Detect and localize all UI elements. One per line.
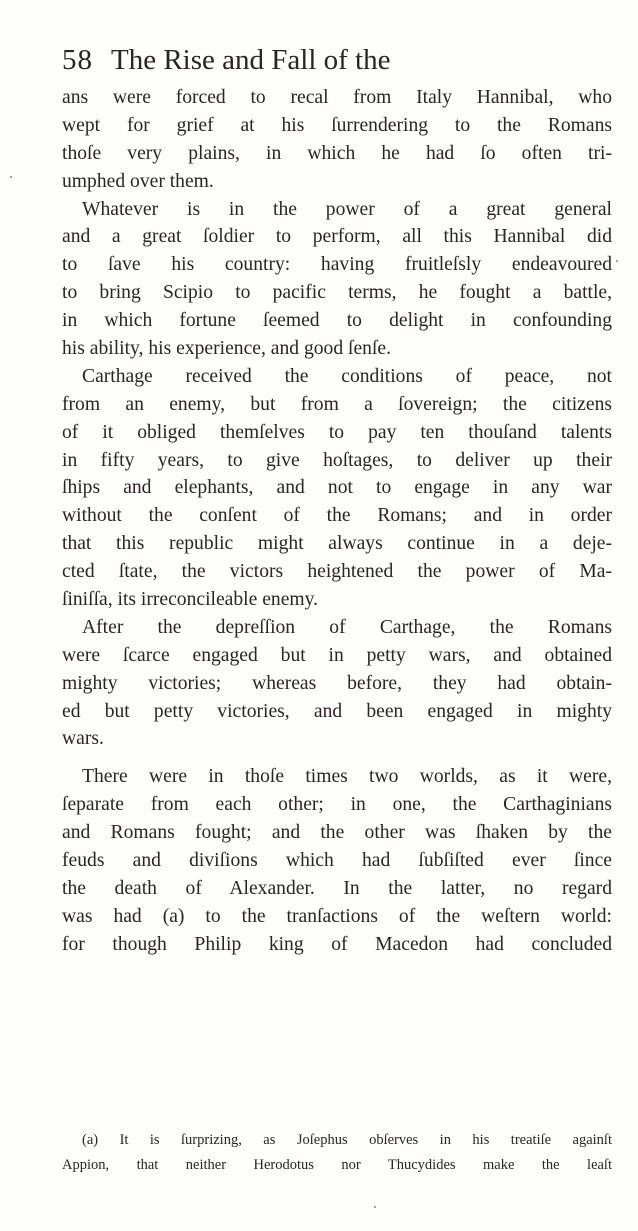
page-header — [62, 44, 582, 84]
paper-speck — [616, 260, 618, 262]
running-title: The Rise and Fall of the — [111, 44, 391, 76]
footnote — [62, 1128, 612, 1178]
text-line: was had (a) to the tranſactions of the weſtern world: — [62, 905, 612, 927]
text-line: in fifty years, to give hoſtages, to deliver up their — [62, 449, 612, 471]
text-line: wept for grief at his ſurrendering to the Romans — [62, 114, 612, 136]
text-line: Whatever is in the power of a great general — [82, 198, 612, 220]
text-line: to ſave his country: having fruitleſsly endeavoured — [62, 254, 612, 276]
text-line: ſeparate from each other; in one, the Carthaginians — [62, 794, 612, 816]
text-line: without the conſent of the Romans; and in order — [62, 505, 612, 527]
text-line: ſiniſſa, its irreconcileable enemy. — [62, 589, 319, 611]
paper-speck — [374, 1206, 376, 1208]
text-line: for though Philip king of Macedon had concluded — [62, 933, 612, 955]
text-line: ans were forced to recal from Italy Hannibal, who — [62, 87, 612, 108]
text-line: umphed over them. — [62, 170, 214, 192]
text-line: thoſe very plains, in which he had ſo often tri- — [62, 142, 612, 164]
text-line: ſhips and elephants, and not to engage in any war — [62, 477, 612, 499]
footnote-line: Appion, that neither Herodotus nor Thucydides make the leaſt — [62, 1157, 612, 1173]
text-line: wars. — [62, 728, 104, 750]
paper-speck — [10, 176, 12, 178]
text-line: and a great ſoldier to perform, all this Hannibal did — [62, 226, 612, 248]
text-line: There were in thoſe times two worlds, as it were, — [82, 766, 612, 788]
text-line: mighty victories; whereas before, they had obtain- — [62, 672, 612, 694]
text-line: and Romans fought; and the other was ſhaken by the — [62, 822, 612, 844]
text-line: that this republic might always continue in a deje- — [62, 533, 612, 555]
text-line: feuds and diviſions which had ſubſiſted ever ſince — [62, 850, 612, 872]
text-line: from an enemy, but from a ſovereign; the citizens — [62, 393, 612, 415]
footnote-line: (a) It is ſurprizing, as Joſephus obſerves in his treatiſe againſt — [82, 1132, 612, 1148]
text-line: the death of Alexander. In the latter, no regard — [62, 877, 612, 899]
body-text — [62, 84, 612, 959]
text-line: ed but petty victories, and been engaged in mighty — [62, 700, 612, 722]
text-line: After the depreſſion of Carthage, the Romans — [82, 616, 612, 638]
text-line: to bring Scipio to pacific terms, he fought a battle, — [62, 282, 612, 304]
text-line: in which fortune ſeemed to delight in confounding — [62, 310, 612, 332]
text-line: his ability, his experience, and good ſenſe. — [62, 338, 392, 360]
text-line: of it obliged themſelves to pay ten thouſand talents — [62, 421, 612, 443]
paragraph-gap — [62, 753, 612, 763]
text-line: cted ſtate, the victors heightened the power of Ma- — [62, 561, 612, 583]
text-line: were ſcarce engaged but in petty wars, and obtained — [62, 644, 612, 666]
text-line: Carthage received the conditions of peace, not — [82, 365, 612, 387]
page-number: 58 — [62, 44, 93, 76]
